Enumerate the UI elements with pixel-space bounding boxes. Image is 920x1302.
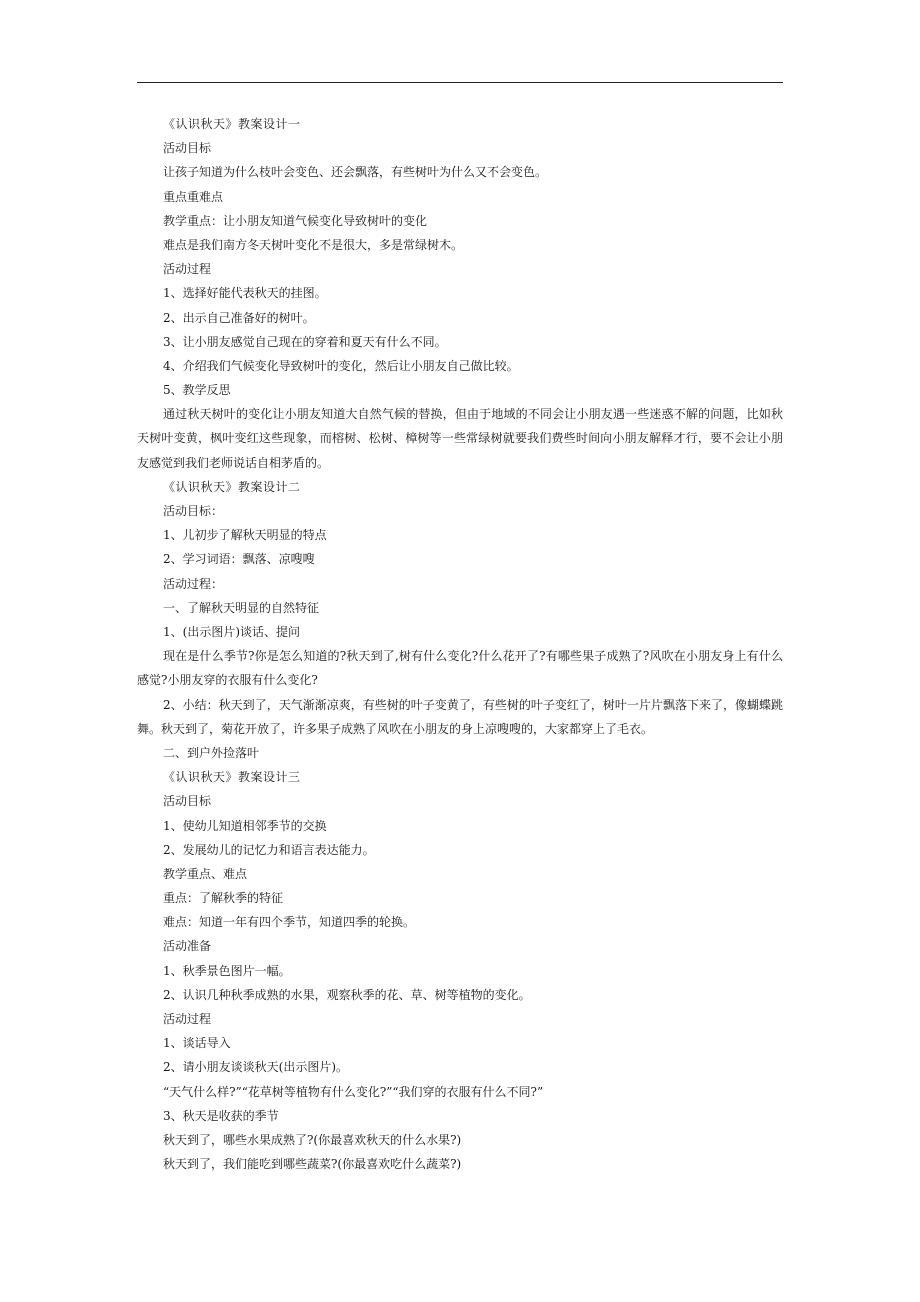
- heading-activity-process: 活动过程：: [163, 576, 224, 591]
- section-title-1: 《认识秋天》教案设计一: [163, 117, 301, 131]
- list-item: 1、儿初步了解秋天明显的特点: [163, 528, 327, 543]
- heading-key-points: 重点重难点: [163, 189, 224, 204]
- document-body: [137, 112, 783, 1176]
- questions-paragraph: 现在是什么季节?你是怎么知道的?秋天到了,树有什么变化?什么花开了?有哪些果子成熟了?风吹在小朋友身上有什么感觉?小朋友穿的衣服有什么变化?: [137, 649, 783, 688]
- heading-activity-goal: 活动目标: [163, 794, 212, 809]
- subheading: 一、了解秋天明显的自然特征: [163, 600, 320, 615]
- list-item: 2、学习词语：飘落、凉嗖嗖: [163, 552, 315, 567]
- text-line: 重点：了解秋季的特征: [163, 891, 284, 906]
- heading-activity-goal: 活动目标：: [163, 504, 224, 519]
- text-line: 难点：知道一年有四个季节，知道四季的轮换。: [163, 915, 416, 930]
- text-line: 难点是我们南方冬天树叶变化不是很大，多是常绿树木。: [163, 237, 464, 252]
- text-line: “天气什么样?”“花草树等植物有什么变化?”“我们穿的衣服有什么不同?”: [163, 1084, 544, 1099]
- list-item: 1、(出示图片)谈话、提问: [163, 624, 300, 639]
- summary-paragraph: 2、小结：秋天到了，天气渐渐凉爽，有些树的叶子变黄了，有些树的叶子变红了，树叶一片片飘落下来了，像蝴蝶跳舞。秋天到了，菊花开放了，许多果子成熟了风吹在小朋友的身上凉嗖嗖的，大家都穿上了毛衣。: [137, 697, 783, 736]
- list-item: 2、发展幼儿的记忆力和语言表达能力。: [163, 842, 375, 857]
- header-rule: [137, 82, 783, 83]
- text-line: 秋天到了，我们能吃到哪些蔬菜?(你最喜欢吃什么蔬菜?): [163, 1157, 462, 1172]
- heading-key-points: 教学重点、难点: [163, 866, 248, 881]
- heading-activity-process: 活动过程: [163, 262, 212, 277]
- list-item: 3、让小朋友感觉自己现在的穿着和夏天有什么不同。: [163, 334, 447, 349]
- heading-activity-goal: 活动目标: [163, 141, 212, 156]
- list-item: 3、秋天是收获的季节: [163, 1108, 279, 1123]
- text-line: 秋天到了，哪些水果成熟了?(你最喜欢秋天的什么水果?): [163, 1132, 462, 1147]
- list-item: 4、介绍我们气候变化导致树叶的变化，然后让小朋友自己做比较。: [163, 358, 519, 373]
- list-item: 2、认识几种秋季成熟的水果，观察秋季的花、草、树等植物的变化。: [163, 987, 531, 1002]
- text-line: 让孩子知道为什么枝叶会变色、还会飘落，有些树叶为什么又不会变色。: [163, 165, 548, 180]
- list-item: 1、使幼儿知道相邻季节的交换: [163, 818, 327, 833]
- heading-activity-process: 活动过程: [163, 1012, 212, 1027]
- text-line: 教学重点：让小朋友知道气候变化导致树叶的变化: [163, 213, 428, 228]
- reflection-paragraph: 通过秋天树叶的变化让小朋友知道大自然气候的替换，但由于地域的不同会让小朋友遇一些迷惑不解的问题，比如秋天树叶变黄，枫叶变红这些现象，而榕树、松树、樟树等一些常绿树就要我们费些时间向小朋友解释才行，要不会让小朋友感觉到我们老师说话自相茅盾的。: [137, 407, 783, 470]
- section-title-2: 《认识秋天》教案设计二: [163, 479, 301, 494]
- heading-preparation: 活动准备: [163, 939, 212, 954]
- list-item: 1、谈话导入: [163, 1036, 231, 1051]
- section-title-3: 《认识秋天》教案设计三: [163, 770, 301, 785]
- list-item: 2、请小朋友谈谈秋天(出示图片)。: [163, 1060, 348, 1075]
- list-item: 5、教学反思: [163, 383, 231, 398]
- subheading: 二、到户外捡落叶: [163, 745, 260, 760]
- list-item: 2、出示自己准备好的树叶。: [163, 310, 315, 325]
- list-item: 1、选择好能代表秋天的挂图。: [163, 286, 327, 301]
- list-item: 1、秋季景色图片一幅。: [163, 963, 291, 978]
